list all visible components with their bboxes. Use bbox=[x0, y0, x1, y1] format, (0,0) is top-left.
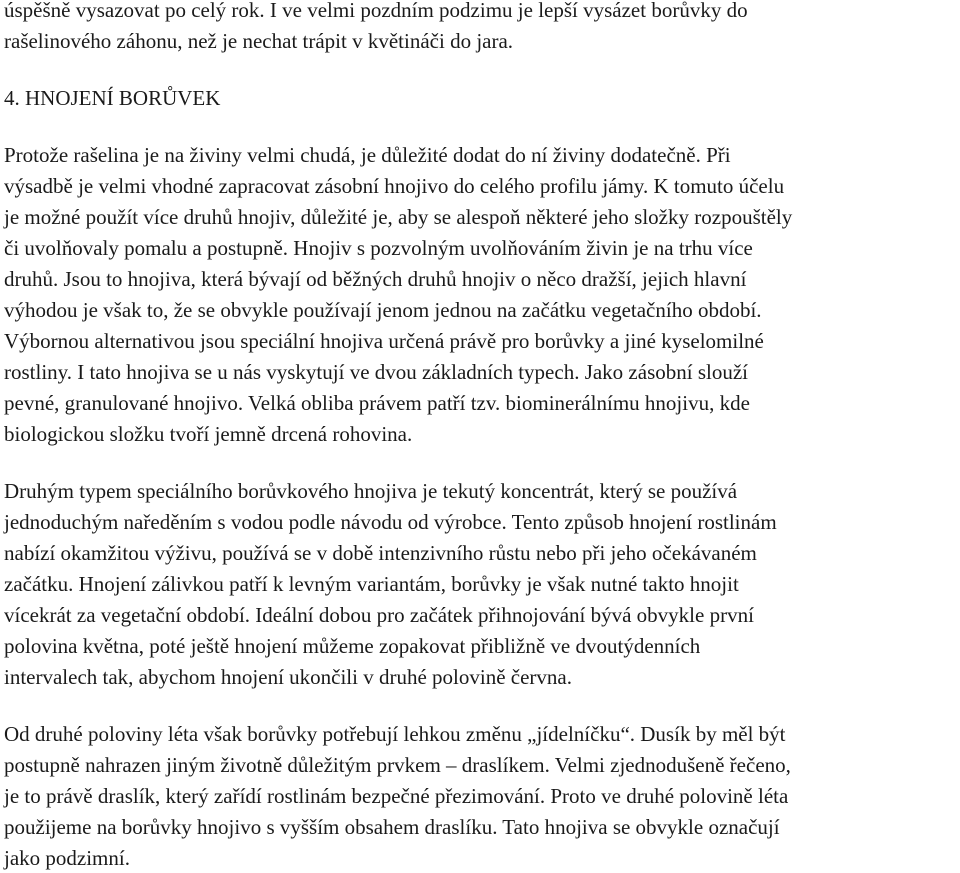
text-line: úspěšně vysazovat po celý rok. I ve velmi pozdním podzimu je lepší vysázet borůvky do bbox=[4, 0, 748, 22]
text-line: nabízí okamžitou výživu, používá se v době intenzivního růstu nebo při jeho očekávaném bbox=[4, 541, 757, 565]
text-line: Od druhé poloviny léta však borůvky potřebují lehkou změnu „jídelníčku“. Dusík by měl být bbox=[4, 722, 786, 746]
text-line: výsadbě je velmi vhodné zapracovat zásobní hnojivo do celého profilu jámy. K tomuto účelu bbox=[4, 174, 785, 198]
text-line: biologickou složku tvoří jemně drcená rohovina. bbox=[4, 422, 413, 446]
text-line: Druhým typem speciálního borůvkového hnojiva je tekutý koncentrát, který se používá bbox=[4, 479, 738, 503]
text-line: jako podzimní. bbox=[4, 846, 130, 870]
section-heading: 4. HNOJENÍ BORŮVEK bbox=[4, 86, 221, 110]
text-line: rostliny. I tato hnojiva se u nás vyskytují ve dvou základních typech. Jako zásobní slouží bbox=[4, 360, 748, 384]
text-line: rašelinového záhonu, než je nechat trápit v květináči do jara. bbox=[4, 29, 514, 53]
text-line: či uvolňovaly pomalu a postupně. Hnojiv s pozvolným uvolňováním živin je na trhu více bbox=[4, 236, 753, 260]
text-line: je možné použít více druhů hnojiv, důležité je, aby se alespoň některé jeho složky rozpouštěly bbox=[4, 205, 793, 229]
text-line: intervalech tak, abychom hnojení ukončili v druhé polovině června. bbox=[4, 665, 572, 689]
text-line: začátku. Hnojení zálivkou patří k levným variantám, borůvky je však nutné takto hnojit bbox=[4, 572, 739, 596]
text-line: je to právě draslík, který zařídí rostlinám bezpečné přezimování. Proto ve druhé polovině léta bbox=[4, 784, 789, 808]
text-line: vícekrát za vegetační období. Ideální dobou pro začátek přihnojování bývá obvykle první bbox=[4, 603, 754, 627]
text-line: Výbornou alternativou jsou speciální hnojiva určená právě pro borůvky a jiné kyselomilné bbox=[4, 329, 764, 353]
text-line: jednoduchým naředěním s vodou podle návodu od výrobce. Tento způsob hnojení rostlinám bbox=[4, 510, 777, 534]
text-line: druhů. Jsou to hnojiva, která bývají od běžných druhů hnojiv o něco dražší, jejich hlavní bbox=[4, 267, 747, 291]
text-line: Protože rašelina je na živiny velmi chudá, je důležité dodat do ní živiny dodatečně. Při bbox=[4, 143, 731, 167]
text-line: pevné, granulované hnojivo. Velká obliba právem patří tzv. biominerálnímu hnojivu, kde bbox=[4, 391, 750, 415]
text-line: polovina května, poté ještě hnojení můžeme zopakovat přibližně ve dvoutýdenních bbox=[4, 634, 701, 658]
text-line: použijeme na borůvky hnojivo s vyšším obsahem draslíku. Tato hnojiva se obvykle označují bbox=[4, 815, 780, 839]
text-line: postupně nahrazen jiným životně důležitým prvkem – draslíkem. Velmi zjednodušeně řečeno, bbox=[4, 753, 791, 777]
text-line: výhodou je však to, že se obvykle používají jenom jednou na začátku vegetačního období. bbox=[4, 298, 762, 322]
